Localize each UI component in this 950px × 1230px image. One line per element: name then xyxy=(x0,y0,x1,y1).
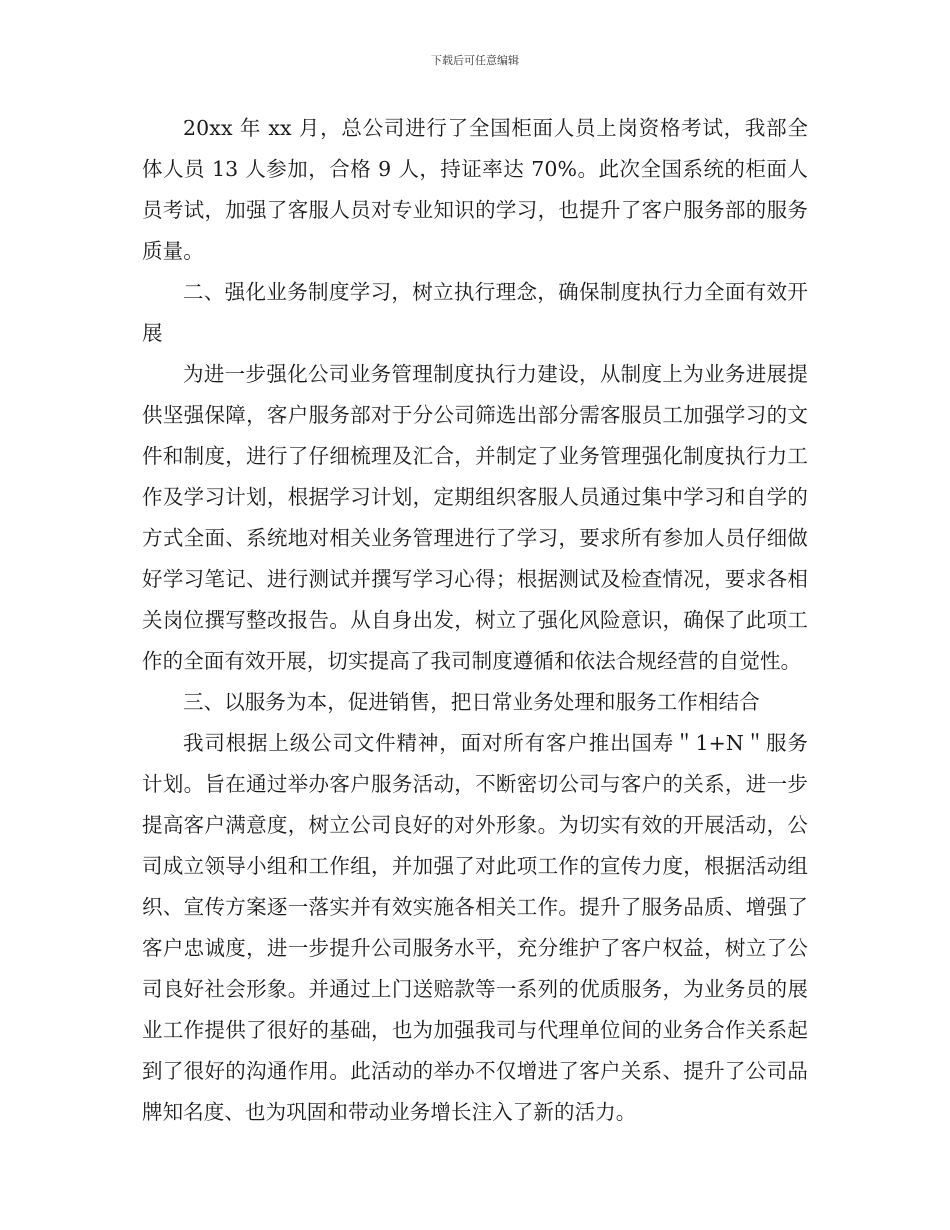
paragraph-system-study: 为进一步强化公司业务管理制度执行力建设，从制度上为业务进展提供坚强保障，客户服务部对于分公司筛选出部分需客服员工加强学习的文件和制度，进行了仔细梳理及汇合，并制定了业务管理强化制度执行力工作及学习计划，根据学习计划，定期组织客服人员通过集中学习和自学的方式全面、系统地对相关业务管理进行了学习，要求所有参加人员仔细做好学习笔记、进行测试并撰写学习心得；根据测试及检查情况，要求各相关岗位撰写整改报告。从自身出发，树立了强化风险意识，确保了此项工作的全面有效开展，切实提高了我司制度遵循和依法合规经营的自觉性。 xyxy=(142,362,808,673)
paragraph-exam-results: 20xx 年 xx 月，总公司进行了全国柜面人员上岗资格考试，我部全体人员 13 人参加，合格 9 人，持证率达 70%。此次全国系统的柜面人员考试，加强了客服人员对专业知识的学习，也提升了客户服务部的服务质量。 xyxy=(142,116,808,263)
page-header-note: 下载后可任意编辑 xyxy=(431,54,519,67)
section-heading-3: 三、以服务为本，促进销售，把日常业务处理和服务工作相结合 xyxy=(183,690,760,714)
paragraph-service-plan: 我司根据上级公司文件精神，面对所有客户推出国寿＂1+N＂服务计划。旨在通过举办客户服务活动，不断密切公司与客户的关系，进一步提高客户满意度，树立公司良好的对外形象。为切实有效的开展活动，公司成立领导小组和工作组，并加强了对此项工作的宣传力度，根据活动组织、宣传方案逐一落实并有效实施各相关工作。提升了服务品质、增强了客户忠诚度，进一步提升公司服务水平，充分维护了客户权益，树立了公司良好社会形象。并通过上门送赔款等一系列的优质服务，为业务员的展业工作提供了很好的基础，也为加强我司与代理单位间的业务合作关系起到了很好的沟通作用。此活动的举办不仅增进了客户关系、提升了公司品牌知名度、也为巩固和带动业务增长注入了新的活力。 xyxy=(142,731,808,1124)
document-body xyxy=(142,108,808,1133)
section-heading-2: 二、强化业务制度学习，树立执行理念，确保制度执行力全面有效开展 xyxy=(142,280,808,345)
